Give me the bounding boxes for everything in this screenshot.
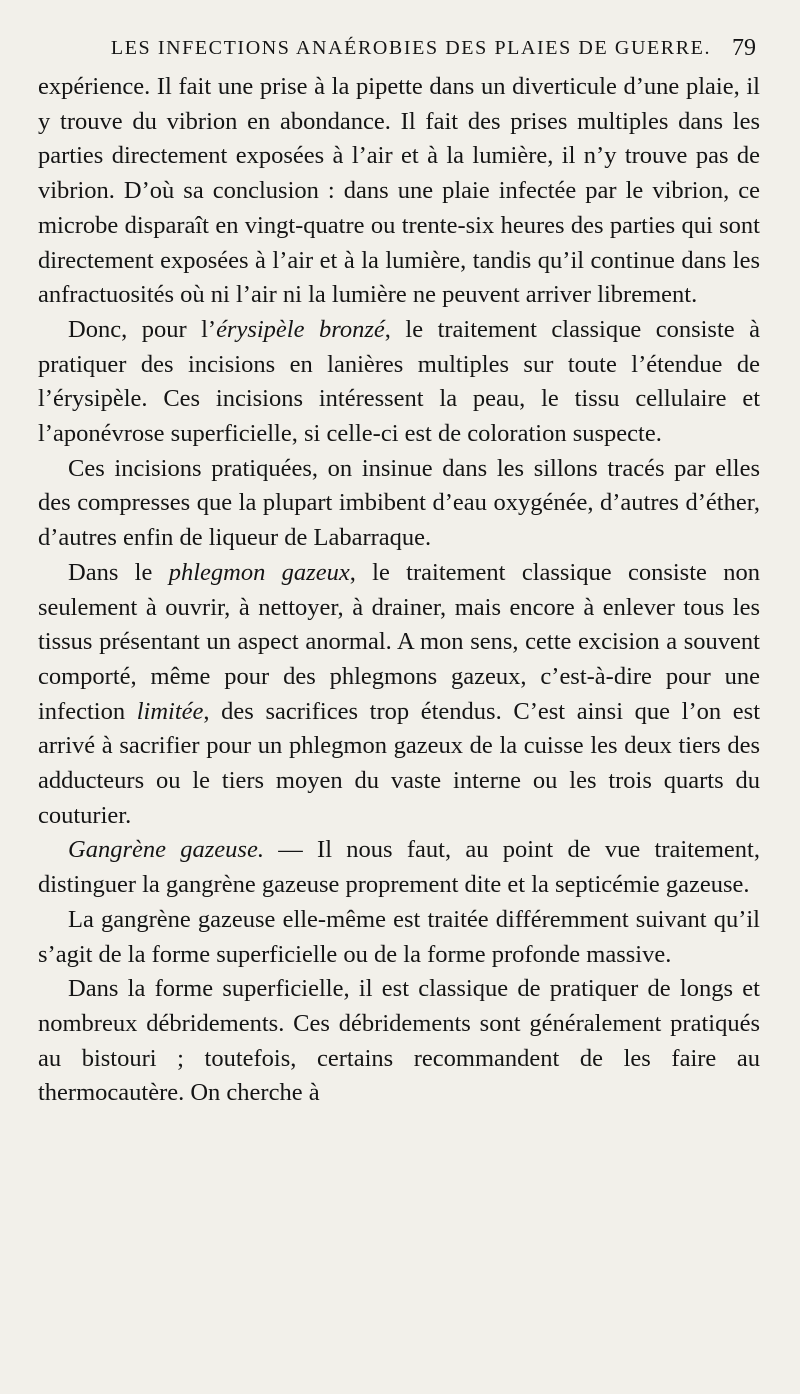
italic-term: limitée [136,697,204,725]
page-number: 79 [732,35,756,61]
paragraph-text-post: , le traitement classique consiste à pratiquer des incisions en lanières multiples sur toute l’étendue de l’érysipèle. Ces incisions intéressent la peau, le tissu cellulaire et l’aponévrose superficielle, si celle-ci est de coloration suspecte. [38,315,760,448]
paragraph-text-mid: , le traitement classique consiste non seulement à ouvrir, à nettoyer, à drainer, mais encore à enlever tous les tissus présentant un aspect anormal. A mon sens, cette excision a souvent comporté, même pour des phlegmons gazeux, c’est-à-dire pour une infection [38,558,760,725]
running-title: LES INFECTIONS ANAÉROBIES DES PLAIES DE GUERRE. [110,37,712,59]
italic-term: érysipèle bronzé [216,315,385,343]
italic-term: phlegmon gazeux [168,558,350,586]
paragraph-text: La gangrène gazeuse elle-même est traitée différemment suivant qu’il s’agit de la forme superficielle ou de la forme profonde massive. [38,905,760,968]
paragraph-text-pre: Donc, pour l’ [68,315,217,343]
paragraph-incisions [38,452,760,556]
paragraph-text: Ces incisions pratiquées, on insinue dans les sillons tracés par elles des compresses que la plupart imbibent d’eau oxygénée, d’autres d’éther, d’autres enfin de liqueur de Labarraque. [38,454,760,552]
section-run-in-heading: Gangrène gazeuse. [68,836,264,864]
paragraph-erysipele [38,313,760,452]
paragraph-gangrene-heading [38,833,760,902]
paragraph-text: expérience. Il fait une prise à la pipette dans un diverticule d’une plaie, il y trouve du vibrion en abondance. Il fait des prises multiples dans les parties directement exposées à l’air et à la lumière, il n’y trouve pas de vibrion. D’où sa conclusion : dans une plaie infectée par le vibrion, ce microbe disparaît en vingt-quatre ou trente-six heures des parties qui sont directement exposées à l’air et à la lumière, tandis qu’il continue dans les anfractuosités où ni l’air ni la lumière ne peuvent arriver librement. [38,73,760,309]
body-text [38,70,760,1111]
paragraph-text-post: — Il nous faut, au point de vue traitement, distinguer la gangrène gazeuse proprement dite et la septicémie gazeuse. [38,836,760,899]
paragraph-superficial-form [38,972,760,1111]
paragraph-text: Dans la forme superficielle, il est classique de pratiquer de longs et nombreux débridements. Ces débridements sont généralement pratiqués au bistouri ; toutefois, certains recommandent de les faire au thermocautère. On cherche à [38,975,760,1107]
paragraph-text-pre: Dans le [68,558,169,586]
paragraph-gangrene-forms [38,903,760,972]
paragraph-text-post: , des sacrifices trop étendus. C’est ainsi que l’on est arrivé à sacrifier pour un phlegmon gazeux de la cuisse les deux tiers des adducteurs ou le tiers moyen du vaste interne ou les trois quarts du couturier. [38,697,760,829]
running-header [38,26,760,70]
paragraph-continued [38,70,760,313]
paragraph-phlegmon [38,556,760,834]
